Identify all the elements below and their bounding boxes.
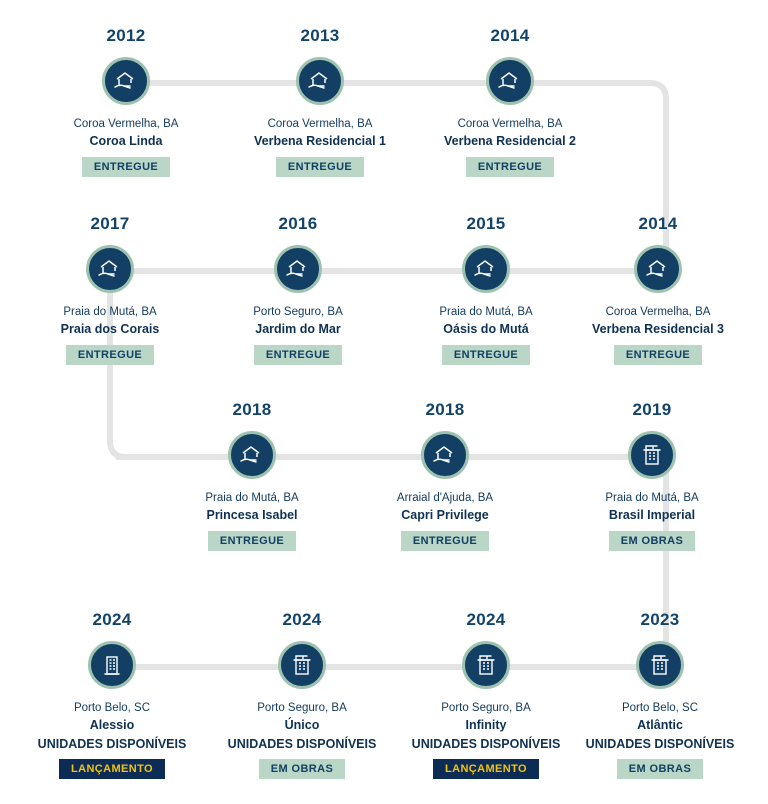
node-name: Jardim do Mar [255, 322, 341, 337]
node-location: Coroa Vermelha, BA [267, 118, 373, 130]
node-name: Verbena Residencial 2 [443, 134, 576, 149]
building-crane-icon [278, 641, 326, 689]
timeline-node-oasis-do-muta[interactable] [396, 214, 576, 365]
node-year: 2024 [282, 610, 322, 629]
timeline-node-capri-privilege[interactable] [355, 400, 535, 551]
house-hand-icon [486, 57, 534, 105]
node-location: Praia do Mutá, BA [605, 492, 699, 504]
house-hand-icon [462, 245, 510, 293]
timeline-node-unico[interactable] [212, 610, 392, 779]
node-location: Praia do Mutá, BA [439, 306, 533, 318]
node-marker [568, 240, 748, 298]
house-hand-icon [274, 245, 322, 293]
node-name: Coroa Linda [89, 134, 163, 149]
node-marker [570, 636, 750, 694]
node-year: 2012 [106, 26, 146, 45]
node-location: Porto Belo, SC [621, 702, 699, 714]
node-name: Alessio [89, 718, 135, 733]
node-location: Coroa Vermelha, BA [73, 118, 179, 130]
node-marker [396, 636, 576, 694]
node-marker [162, 426, 342, 484]
node-marker [396, 240, 576, 298]
timeline-node-verbena-residencial-2[interactable] [420, 26, 600, 177]
node-marker [420, 52, 600, 110]
status-badge: ENTREGUE [442, 345, 530, 365]
timeline-node-atlantic[interactable] [570, 610, 750, 779]
node-location: Arraial d'Ajuda, BA [396, 492, 494, 504]
node-location: Porto Seguro, BA [441, 702, 531, 714]
building-crane-icon [462, 641, 510, 689]
node-availability: UNIDADES DISPONÍVEIS [227, 736, 377, 751]
node-year: 2023 [640, 610, 680, 629]
status-badge: EM OBRAS [617, 759, 703, 779]
node-location: Praia do Mutá, BA [63, 306, 157, 318]
status-badge: ENTREGUE [208, 531, 296, 551]
node-year: 2018 [232, 400, 272, 419]
building-crane-icon [636, 641, 684, 689]
node-year: 2017 [90, 214, 130, 233]
house-hand-icon [228, 431, 276, 479]
node-marker [20, 240, 200, 298]
node-year: 2024 [466, 610, 506, 629]
node-year: 2013 [300, 26, 340, 45]
node-marker [230, 52, 410, 110]
node-name: Oásis do Mutá [443, 322, 529, 337]
status-badge: ENTREGUE [82, 157, 170, 177]
node-year: 2014 [490, 26, 530, 45]
timeline-node-jardim-do-mar[interactable] [208, 214, 388, 365]
house-hand-icon [102, 57, 150, 105]
node-location: Coroa Vermelha, BA [605, 306, 711, 318]
tower-icon [88, 641, 136, 689]
house-hand-icon [421, 431, 469, 479]
status-badge: EM OBRAS [609, 531, 695, 551]
node-year: 2015 [466, 214, 506, 233]
node-marker [212, 636, 392, 694]
node-marker [355, 426, 535, 484]
status-badge: LANÇAMENTO [433, 759, 539, 779]
status-badge: ENTREGUE [401, 531, 489, 551]
node-marker [208, 240, 388, 298]
status-badge: LANÇAMENTO [59, 759, 165, 779]
timeline-node-brasil-imperial[interactable] [562, 400, 742, 551]
status-badge: ENTREGUE [254, 345, 342, 365]
node-location: Porto Seguro, BA [253, 306, 343, 318]
node-marker [36, 52, 216, 110]
house-hand-icon [634, 245, 682, 293]
node-availability: UNIDADES DISPONÍVEIS [411, 736, 561, 751]
node-year: 2019 [632, 400, 672, 419]
timeline-node-verbena-residencial-1[interactable] [230, 26, 410, 177]
timeline-node-alessio[interactable] [22, 610, 202, 779]
status-badge: ENTREGUE [66, 345, 154, 365]
node-year: 2018 [425, 400, 465, 419]
status-badge: ENTREGUE [466, 157, 554, 177]
status-badge: ENTREGUE [276, 157, 364, 177]
timeline-node-infinity[interactable] [396, 610, 576, 779]
node-location: Praia do Mutá, BA [205, 492, 299, 504]
node-location: Porto Belo, SC [73, 702, 151, 714]
timeline-node-praia-dos-corais[interactable] [20, 214, 200, 365]
node-name: Atlântic [637, 718, 683, 733]
timeline-node-princesa-isabel[interactable] [162, 400, 342, 551]
status-badge: ENTREGUE [614, 345, 702, 365]
node-name: Verbena Residencial 1 [253, 134, 386, 149]
node-availability: UNIDADES DISPONÍVEIS [585, 736, 735, 751]
node-name: Verbena Residencial 3 [591, 322, 724, 337]
timeline-node-coroa-linda[interactable] [36, 26, 216, 177]
node-location: Porto Seguro, BA [257, 702, 347, 714]
node-year: 2016 [278, 214, 318, 233]
node-name: Princesa Isabel [206, 508, 298, 523]
house-hand-icon [86, 245, 134, 293]
node-name: Infinity [465, 718, 507, 733]
house-hand-icon [296, 57, 344, 105]
node-location: Coroa Vermelha, BA [457, 118, 563, 130]
building-crane-icon [628, 431, 676, 479]
status-badge: EM OBRAS [259, 759, 345, 779]
node-marker [22, 636, 202, 694]
node-year: 2024 [92, 610, 132, 629]
node-name: Capri Privilege [401, 508, 489, 523]
node-name: Único [284, 718, 320, 733]
node-availability: UNIDADES DISPONÍVEIS [37, 736, 187, 751]
node-name: Praia dos Corais [60, 322, 160, 337]
node-year: 2014 [638, 214, 678, 233]
node-name: Brasil Imperial [608, 508, 696, 523]
timeline-node-verbena-residencial-3[interactable] [568, 214, 748, 365]
node-marker [562, 426, 742, 484]
